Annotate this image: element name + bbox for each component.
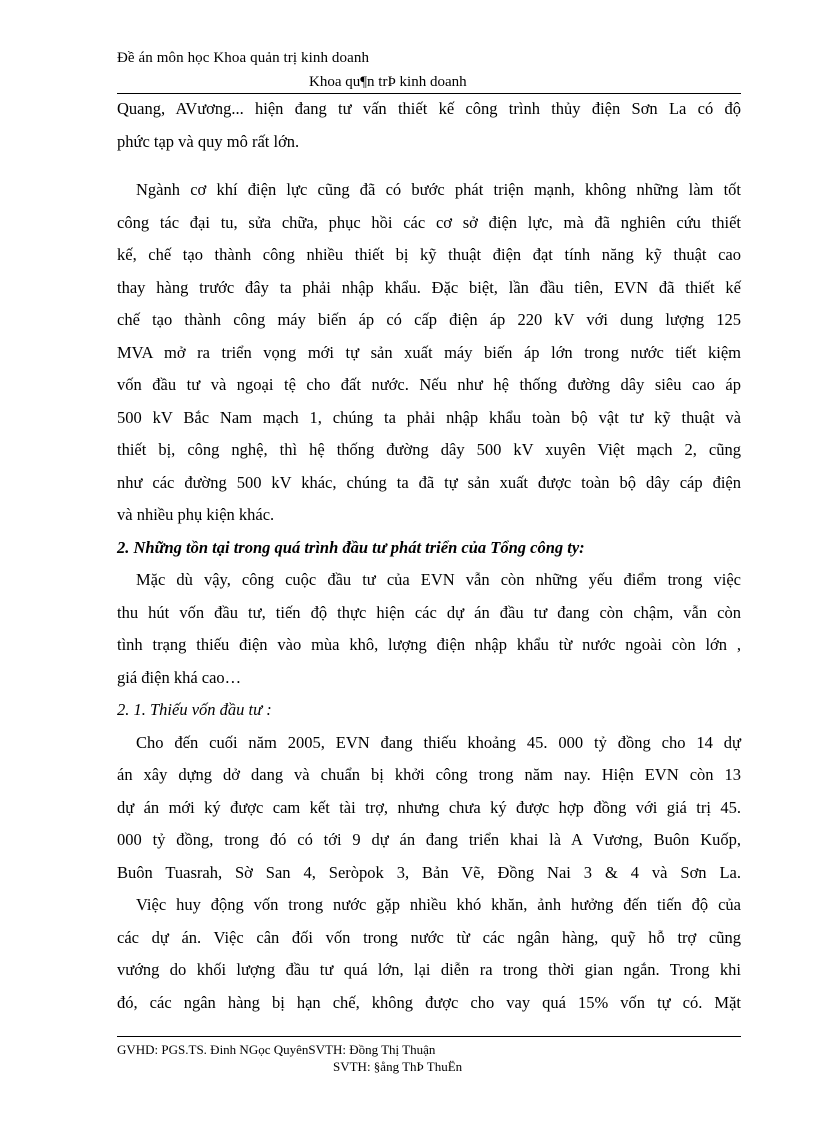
footer-supervisor: GVHD: PGS.TS. Đinh NGọc QuyênSVTH: Đồng Thị Thuận bbox=[117, 1042, 436, 1057]
header-title: Đề án môn học Khoa quản trị kinh doanh bbox=[117, 50, 370, 66]
text-line: các dự án. Việc cân đối vốn trong nước từ các ngân hàng, quỹ hỗ trợ cũng bbox=[117, 927, 741, 947]
text-line: thay hàng trước đây ta phải nhập khẩu. Đặc biệt, lần đầu tiên, EVN đã thiết kế bbox=[117, 277, 741, 297]
text-line: Việc huy động vốn trong nước gặp nhiều khó khăn, ảnh hưởng đến tiến độ của bbox=[136, 895, 741, 914]
text-line: Quang, AVương... hiện đang tư vấn thiết kế công trình thủy điện Sơn La có độ bbox=[117, 99, 741, 118]
footer-divider bbox=[117, 1036, 741, 1037]
text-line: Cho đến cuối năm 2005, EVN đang thiếu khoảng 45. 000 tỷ đồng cho 14 dự bbox=[136, 732, 741, 752]
text-line: án xây dựng dở dang và chuẩn bị khởi công trong năm nay. Hiện EVN còn 13 bbox=[117, 765, 741, 784]
text-line: như các đường 500 kV khác, chúng ta đã tự sản xuất được toàn bộ dây cáp điện bbox=[117, 472, 741, 492]
text-line: chế tạo thành công máy biến áp có cấp điện áp 220 kV với dung lượng 125 bbox=[117, 310, 741, 329]
text-line: đó, các ngân hàng bị hạn chế, không được cho vay quá 15% vốn tự có. Mặt bbox=[117, 992, 741, 1012]
text-line: MVA mở ra triển vọng mới tự sản xuất máy biến áp lớn trong nước tiết kiệm bbox=[117, 342, 741, 362]
section-heading: 2. Những tồn tại trong quá trình đầu tư phát triển của Tổng công ty: bbox=[117, 537, 585, 557]
text-line: 500 kV Bắc Nam mạch 1, chúng ta phải nhập khẩu toàn bộ vật tư kỹ thuật và bbox=[117, 407, 741, 427]
text-line: và nhiều phụ kiện khác. bbox=[117, 505, 275, 524]
text-line: Ngành cơ khí điện lực cũng đã có bước phát triện mạnh, không những làm tốt bbox=[136, 180, 741, 199]
text-line: công tác đại tu, sửa chữa, phục hồi các cơ sở điện lực, mà đã nghiên cứu thiết bbox=[117, 212, 741, 232]
paragraph-gap bbox=[117, 161, 741, 177]
footer-student: SVTH: §ång ThÞ ThuËn bbox=[333, 1059, 463, 1074]
text-line: phức tạp và quy mô rất lớn. bbox=[117, 131, 300, 151]
text-line: giá điện khá cao… bbox=[117, 667, 242, 687]
text-line: vốn đầu tư và ngoại tệ cho đất nước. Nếu như hệ thống đường dây siêu cao áp bbox=[117, 375, 741, 394]
text-line: Mặc dù vậy, công cuộc đầu tư của EVN vẫn còn những yếu điểm trong việc bbox=[136, 570, 741, 589]
text-line: Buôn Tuasrah, Sờ San 4, Seròpok 3, Bản Vẽ, Đồng Nai 3 & 4 và Sơn La. bbox=[117, 862, 741, 882]
text-line: dự án mới ký được cam kết tài trợ, nhưng chưa ký được hợp đồng với giá trị 45. bbox=[117, 797, 741, 817]
text-line: tình trạng thiếu điện vào mùa khô, lượng điện nhập khẩu từ nước ngoài còn lớn , bbox=[117, 635, 741, 654]
text-line: kế, chế tạo thành công nhiều thiết bị kỹ thuật điện đạt tính năng kỹ thuật cao bbox=[117, 245, 741, 264]
subsection-heading: 2. 1. Thiếu vốn đầu tư : bbox=[117, 700, 272, 719]
header-divider bbox=[117, 93, 741, 94]
text-line: thu hút vốn đầu tư, tiến độ thực hiện các dự án đầu tư đang còn chậm, vẫn còn bbox=[117, 602, 741, 622]
document-body bbox=[117, 96, 741, 1022]
header-subtitle: Khoa qu¶n trÞ kinh doanh bbox=[309, 74, 467, 90]
text-line: vướng do khối lượng đầu tư quá lớn, lại diễn ra trong thời gian ngắn. Trong khi bbox=[117, 960, 741, 979]
text-line: thiết bị, công nghệ, thì hệ thống đường dây 500 kV xuyên Việt mạch 2, cũng bbox=[117, 440, 741, 459]
text-line: 000 tỷ đồng, trong đó có tới 9 dự án đang triển khai là A Vương, Buôn Kuốp, bbox=[117, 830, 741, 849]
